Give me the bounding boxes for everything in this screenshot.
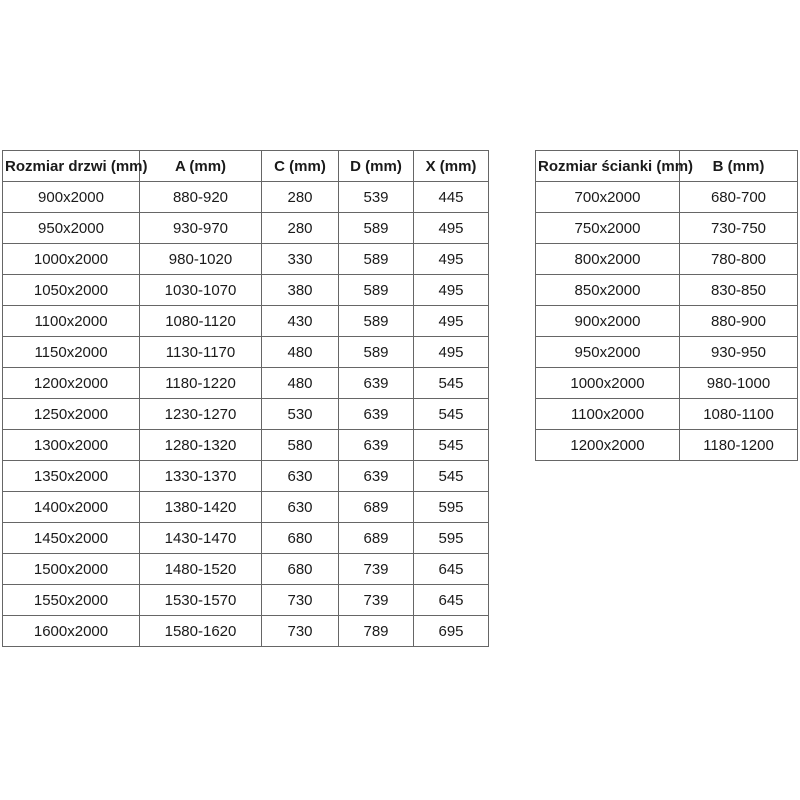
table-row <box>3 585 489 616</box>
table-row <box>536 213 798 244</box>
table-cell: 580 <box>262 430 339 461</box>
table-cell: 789 <box>339 616 414 647</box>
table-cell: 1150x2000 <box>3 337 140 368</box>
table-cell: 495 <box>414 306 489 337</box>
table-cell: 630 <box>262 461 339 492</box>
table-row <box>3 492 489 523</box>
table-cell: 380 <box>262 275 339 306</box>
table-cell: 689 <box>339 523 414 554</box>
table-cell: 1180-1220 <box>140 368 262 399</box>
table-row <box>3 523 489 554</box>
table-cell: 680 <box>262 554 339 585</box>
table-cell: 595 <box>414 523 489 554</box>
table-cell: 730 <box>262 616 339 647</box>
table-cell: 680-700 <box>680 182 798 213</box>
table-cell: 589 <box>339 275 414 306</box>
table-cell: 1530-1570 <box>140 585 262 616</box>
table-row <box>536 244 798 275</box>
door-dimensions-table <box>2 150 489 647</box>
table-cell: 1400x2000 <box>3 492 140 523</box>
table-cell: 495 <box>414 213 489 244</box>
table-cell: 639 <box>339 368 414 399</box>
table-cell: 1080-1100 <box>680 399 798 430</box>
table-cell: 1250x2000 <box>3 399 140 430</box>
table-row <box>3 244 489 275</box>
header-cell: Rozmiar ścianki (mm) <box>536 151 680 182</box>
table-row <box>3 399 489 430</box>
table-cell: 1600x2000 <box>3 616 140 647</box>
table-cell: 645 <box>414 554 489 585</box>
table-cell: 445 <box>414 182 489 213</box>
table-cell: 545 <box>414 399 489 430</box>
table-cell: 1500x2000 <box>3 554 140 585</box>
table-cell: 1130-1170 <box>140 337 262 368</box>
table-row <box>536 275 798 306</box>
table-cell: 695 <box>414 616 489 647</box>
table-cell: 1550x2000 <box>3 585 140 616</box>
table-cell: 280 <box>262 213 339 244</box>
header-cell: Rozmiar drzwi (mm) <box>3 151 140 182</box>
table-cell: 545 <box>414 430 489 461</box>
table-row <box>3 182 489 213</box>
table-cell: 589 <box>339 337 414 368</box>
table-cell: 1000x2000 <box>536 368 680 399</box>
table-row <box>536 306 798 337</box>
table-row <box>3 430 489 461</box>
table-cell: 800x2000 <box>536 244 680 275</box>
table-row <box>3 306 489 337</box>
table-cell: 589 <box>339 213 414 244</box>
header-cell: B (mm) <box>680 151 798 182</box>
table-cell: 1380-1420 <box>140 492 262 523</box>
table-cell: 645 <box>414 585 489 616</box>
table-cell: 980-1000 <box>680 368 798 399</box>
table-cell: 680 <box>262 523 339 554</box>
table-cell: 495 <box>414 275 489 306</box>
wall-dimensions-table <box>535 150 798 461</box>
table-cell: 545 <box>414 461 489 492</box>
table-cell: 950x2000 <box>3 213 140 244</box>
table-cell: 630 <box>262 492 339 523</box>
table-cell: 930-950 <box>680 337 798 368</box>
table-cell: 930-970 <box>140 213 262 244</box>
header-cell: C (mm) <box>262 151 339 182</box>
door-dimensions-body <box>3 182 489 647</box>
table-cell: 1100x2000 <box>3 306 140 337</box>
table-row <box>3 213 489 244</box>
header-cell: A (mm) <box>140 151 262 182</box>
header-cell: D (mm) <box>339 151 414 182</box>
header-row <box>3 151 489 182</box>
wall-dimensions-body <box>536 182 798 461</box>
table-cell: 880-920 <box>140 182 262 213</box>
table-cell: 750x2000 <box>536 213 680 244</box>
table-row <box>536 399 798 430</box>
table-cell: 1300x2000 <box>3 430 140 461</box>
table-cell: 1280-1320 <box>140 430 262 461</box>
table-cell: 595 <box>414 492 489 523</box>
table-cell: 1430-1470 <box>140 523 262 554</box>
table-cell: 1030-1070 <box>140 275 262 306</box>
door-dimensions-header <box>3 151 489 182</box>
table-row <box>3 554 489 585</box>
table-cell: 1200x2000 <box>3 368 140 399</box>
table-row <box>536 182 798 213</box>
table-cell: 980-1020 <box>140 244 262 275</box>
table-cell: 1100x2000 <box>536 399 680 430</box>
table-cell: 739 <box>339 585 414 616</box>
table-cell: 1330-1370 <box>140 461 262 492</box>
table-cell: 545 <box>414 368 489 399</box>
table-cell: 639 <box>339 461 414 492</box>
table-cell: 950x2000 <box>536 337 680 368</box>
header-cell: X (mm) <box>414 151 489 182</box>
table-row <box>3 461 489 492</box>
table-row <box>3 368 489 399</box>
table-row <box>3 337 489 368</box>
table-cell: 480 <box>262 337 339 368</box>
table-cell: 280 <box>262 182 339 213</box>
table-cell: 1080-1120 <box>140 306 262 337</box>
table-cell: 689 <box>339 492 414 523</box>
table-cell: 1350x2000 <box>3 461 140 492</box>
table-cell: 1230-1270 <box>140 399 262 430</box>
table-cell: 780-800 <box>680 244 798 275</box>
header-row <box>536 151 798 182</box>
table-cell: 900x2000 <box>3 182 140 213</box>
table-row <box>536 430 798 461</box>
table-cell: 830-850 <box>680 275 798 306</box>
table-cell: 1480-1520 <box>140 554 262 585</box>
table-cell: 730 <box>262 585 339 616</box>
table-cell: 589 <box>339 244 414 275</box>
table-row <box>3 616 489 647</box>
table-cell: 850x2000 <box>536 275 680 306</box>
table-cell: 430 <box>262 306 339 337</box>
table-cell: 700x2000 <box>536 182 680 213</box>
table-cell: 530 <box>262 399 339 430</box>
table-row <box>3 275 489 306</box>
table-cell: 495 <box>414 337 489 368</box>
table-cell: 900x2000 <box>536 306 680 337</box>
table-cell: 1000x2000 <box>3 244 140 275</box>
table-cell: 639 <box>339 430 414 461</box>
table-cell: 589 <box>339 306 414 337</box>
table-cell: 739 <box>339 554 414 585</box>
table-cell: 730-750 <box>680 213 798 244</box>
table-cell: 480 <box>262 368 339 399</box>
table-cell: 1580-1620 <box>140 616 262 647</box>
table-row <box>536 368 798 399</box>
table-row <box>536 337 798 368</box>
wall-dimensions-header <box>536 151 798 182</box>
table-cell: 880-900 <box>680 306 798 337</box>
table-cell: 1180-1200 <box>680 430 798 461</box>
table-cell: 1450x2000 <box>3 523 140 554</box>
table-cell: 330 <box>262 244 339 275</box>
table-cell: 1050x2000 <box>3 275 140 306</box>
table-cell: 639 <box>339 399 414 430</box>
table-cell: 1200x2000 <box>536 430 680 461</box>
table-cell: 539 <box>339 182 414 213</box>
table-cell: 495 <box>414 244 489 275</box>
